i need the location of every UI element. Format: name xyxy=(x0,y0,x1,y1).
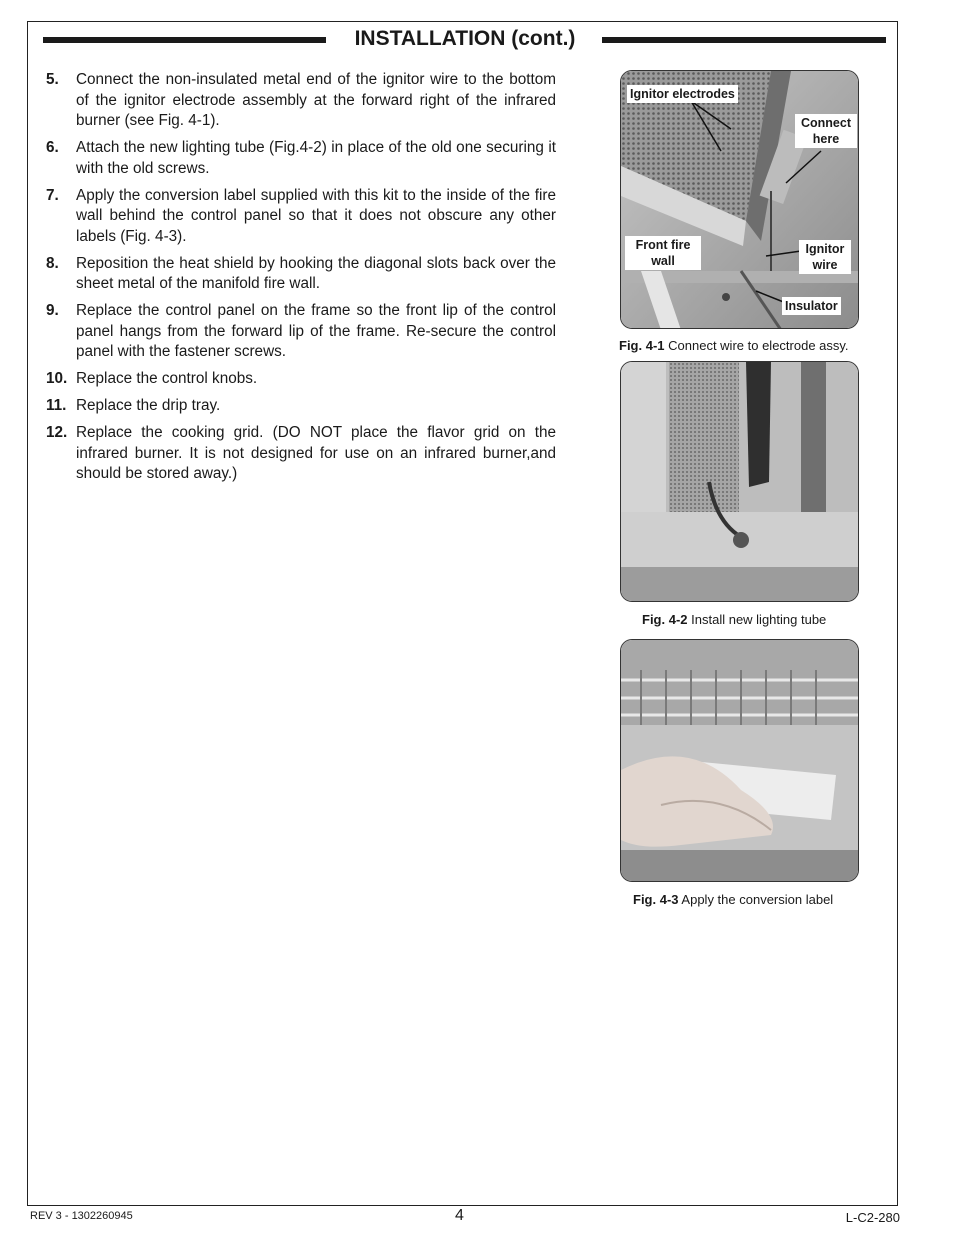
fig-4-3-caption xyxy=(633,892,833,907)
conversion-label-illustration xyxy=(621,640,859,882)
step-text: Replace the control panel on the frame so the front lip of the control panel hangs from the forward lip of the frame. Re-secure the control panel with the fastener screws. xyxy=(76,302,556,360)
instruction-list xyxy=(46,70,556,491)
fig-4-1-label: Fig. 4-1 xyxy=(619,338,665,353)
title-rule-left xyxy=(43,37,326,43)
title-rule-right xyxy=(602,37,886,43)
step-text: Reposition the heat shield by hooking the diagonal slots back over the sheet metal of the manifold fire wall. xyxy=(76,254,556,292)
step-item xyxy=(46,254,556,295)
step-number: 6. xyxy=(46,139,59,156)
step-item xyxy=(46,423,556,485)
step-item xyxy=(46,186,556,248)
fig-4-1-photo xyxy=(620,70,859,329)
step-text: Replace the cooking grid. (DO NOT place the flavor grid on the infrared burner. It is not designed for use on an infrared burner,and should be stored away.) xyxy=(76,424,556,482)
document-id: L-C2-280 xyxy=(845,1210,900,1225)
fig-4-1-caption xyxy=(619,338,849,353)
fig-4-2-caption xyxy=(642,612,826,627)
fig-4-2-text: Install new lighting tube xyxy=(691,612,827,627)
fig-4-2-photo xyxy=(620,361,859,602)
step-item xyxy=(46,70,556,132)
step-text: Connect the non-insulated metal end of the ignitor wire to the bottom of the ignitor electrode assembly at the forward right of the infrared burner (see Fig. 4-1). xyxy=(76,71,556,129)
step-number: 10. xyxy=(46,370,68,387)
step-number: 5. xyxy=(46,71,59,88)
step-item xyxy=(46,396,556,417)
revision-code: REV 3 - 1302260945 xyxy=(30,1210,133,1222)
fig-4-3-photo xyxy=(620,639,859,882)
callout-front-fire-wall: Front fire wall xyxy=(625,236,701,270)
step-item xyxy=(46,369,556,390)
step-number: 8. xyxy=(46,254,59,272)
step-number: 12. xyxy=(46,424,68,441)
lighting-tube-illustration xyxy=(621,362,859,602)
electrode-assembly-illustration xyxy=(621,71,859,329)
step-item xyxy=(46,138,556,179)
callout-ignitor-wire: Ignitor wire xyxy=(799,240,851,274)
page-number: 4 xyxy=(455,1207,464,1224)
callout-connect-here: Connect here xyxy=(795,114,857,148)
step-number: 9. xyxy=(46,302,59,319)
fig-4-1-text: Connect wire to electrode assy. xyxy=(668,338,849,353)
step-text: Replace the control knobs. xyxy=(76,370,258,387)
step-item xyxy=(46,301,556,363)
step-text: Attach the new lighting tube (Fig.4-2) in place of the old one securing it with the old screws. xyxy=(76,139,556,177)
step-text: Replace the drip tray. xyxy=(76,397,221,414)
fig-4-3-label: Fig. 4-3 xyxy=(633,892,679,907)
callout-ignitor-electrodes: Ignitor electrodes xyxy=(627,85,738,103)
step-number: 11. xyxy=(46,397,67,414)
callout-insulator: Insulator xyxy=(782,297,841,315)
fig-4-2-label: Fig. 4-2 xyxy=(642,612,688,627)
fig-4-3-text: Apply the conversion label xyxy=(681,892,834,907)
step-text: Apply the conversion label supplied with this kit to the inside of the fire wall behind the control panel so that it does not obscure any other labels (Fig. 4-3). xyxy=(76,186,556,245)
section-title: INSTALLATION (cont.) xyxy=(354,27,576,50)
step-number: 7. xyxy=(46,186,59,204)
